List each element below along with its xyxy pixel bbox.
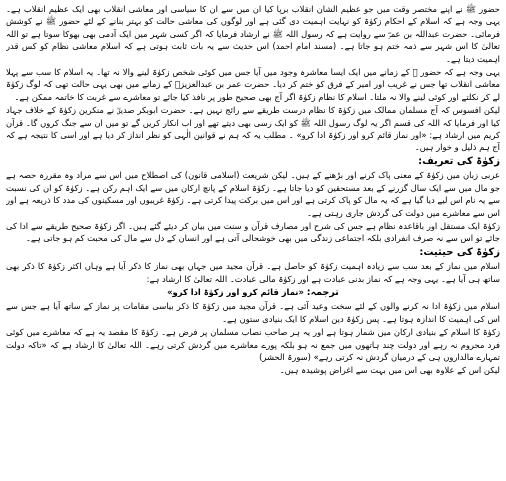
closing-paragraph-1: زکوٰۃ کا اسلام کے بنیادی ارکان میں شمار ہوتا ہے اور یہ ہر صاحب نصاب مسلمان پر فرض ہے۔ زکوٰۃ کا مقصد یہ ہے کہ معاشرے میں کوئی فرد محروم نہ رہے اور دولت چند ہاتھوں میں جمع نہ ہو بلکہ پورے معاشرے میں گردش کرتی رہے۔ اللہ تعالیٰ کا ارشاد ہے کہ «تاکہ دولت تمہارے مالداروں ہی کے درمیان گردش نہ کرتی رہے» (سورۃ الحشر): [6, 327, 500, 362]
intro-paragraph-1: حضور ﷺ نے اپنے مختصر وقت میں جو عظیم الشان انقلاب برپا کیا ان میں سے ان کا سیاسی اور معاشی انقلاب بھی ایک عظیم انقلاب ہے۔ یہی وجہ ہے کہ اسلام کے احکام زکوٰۃ کو نہایت اہمیت دی گئی ہے اور لوگوں کی معاشی حالت کو بہتر بنانے کے لئے حضور ﷺ نے کوشش فرمائی۔ حضرت عبداللہ بن عمرؓ سے روایت ہے کہ رسول اللہ ﷺ نے ارشاد فرمایا کہ اگر کسی شہر میں ایک آدمی بھی بھوکا سوتا ہے تو اللہ تعالیٰ کا اس شہر سے ذمہ ختم ہو جاتا ہے۔ (مسند امام احمد) اس حدیث سے یہ بات ثابت ہوتی ہے کہ اسلام معاشی نظام کو کس قدر اہمیت دیتا ہے۔: [6, 4, 500, 64]
translation-text: «نماز قائم کرو اور زکوٰۃ ادا کرو»: [167, 286, 304, 297]
section-heading-status: زکوٰۃ کی حیثیت:: [419, 246, 500, 258]
document-page: [6, 3, 500, 473]
status-paragraph-1: اسلام میں نماز کے بعد سب سے زیادہ اہمیت زکوٰۃ کو حاصل ہے۔ قرآن مجید میں جہاں بھی نماز کا ذکر آیا ہے وہاں اکثر زکوٰۃ کا ذکر بھی ساتھ ہی آیا ہے۔ یہی وجہ ہے کہ نماز بدنی عبادت ہے اور زکوٰۃ مالی عبادت۔ اللہ تعالیٰ کا ارشاد ہے:: [6, 261, 500, 284]
definition-paragraph-1: عربی زبان میں زکوٰۃ کے معنی پاک کرنے اور بڑھنے کے ہیں۔ لیکن شریعت (اسلامی قانون) کی اصطلاح میں اس سے مراد وہ مقررہ حصہ ہے جو مال میں سے ایک سال گزرنے کے بعد مستحقین کو دیا جاتا ہے۔ زکوٰۃ اسلام کے پانچ ارکان میں سے ایک اہم رکن ہے۔ زکوٰۃ کو ان کی نسبت سے یہ نام اس لیے دیا گیا ہے کہ یہ مال کو پاک کرتی ہے اور اس میں برکت پیدا کرتی ہے۔ زکوٰۃ غریبوں اور مسکینوں کی مدد کا ذریعہ ہے اور اس سے معاشرے میں دولت کی گردش جاری رہتی ہے۔: [6, 170, 500, 218]
intro-paragraph-3: لیکن افسوس کہ آج مسلمان ممالک میں زکوٰۃ کا نظام درست طریقے سے رائج نہیں ہے۔ حضرت ابوبکر صدیقؓ نے منکرین زکوٰۃ کے خلاف جہاد کیا اور فرمایا کہ اللہ کی قسم اگر یہ لوگ رسول اللہ ﷺ کو ایک رسی بھی دیتے تھے اور اب انکار کریں گے تو میں ان سے جنگ کروں گا۔ قرآن کریم میں ارشاد ہے: «اور نماز قائم کرو اور زکوٰۃ ادا کرو» ۔ مطلب یہ کہ ہم نے قوانین الٰہی کو نظر انداز کر دیا ہے اور اسی کا نتیجہ ہے کہ آج ہم ذلیل و خوار ہیں۔: [6, 105, 500, 153]
closing-paragraph-2: لیکن اس کے علاوہ بھی اس میں بہت سے اغراض پوشیدہ ہیں۔: [279, 365, 500, 376]
definition-paragraph-2: زکوٰۃ ایک مستقل اور باقاعدہ نظام ہے جس کی شرح اور مصارف قرآن و سنت میں بیان کر دیئے گئے ہیں۔ اگر زکوٰۃ صحیح طریقے سے ادا کی جائے تو اس سے نہ صرف انفرادی بلکہ اجتماعی زندگی میں بھی خوشحالی آتی ہے اور انسان کے دل سے مال کی محبت کم ہو جاتی ہے۔: [6, 220, 500, 244]
translation-label: ترجمہ:: [306, 286, 339, 298]
translation-quote: [6, 286, 500, 299]
intro-paragraph-2: یہی وجہ ہے کہ حضور ﷺ کے زمانے میں ایک ایسا معاشرہ وجود میں آیا جس میں کوئی شخص زکوٰۃ لینے والا نہ تھا۔ یہ اسلام کا سب سے پہلا معاشی انقلاب تھا جس نے غریب اور امیر کے فرق کو ختم کر دیا۔ حضرت عمر بن عبدالعزیزؒ کے زمانے میں بھی یہی حالت تھی کہ لوگ زکوٰۃ لے کر نکلتے اور کوئی لینے والا نہ ملتا۔ اسلام کا نظام زکوٰۃ اگر آج بھی صحیح طور پر نافذ کیا جائے تو معاشرے سے غربت کا خاتمہ ممکن ہے۔: [6, 67, 500, 102]
status-paragraph-2: اسلام میں زکوٰۃ ادا نہ کرنے والوں کے لئے سخت وعید آئی ہے۔ قرآن مجید میں زکوٰۃ کا ذکر بیاسی مقامات پر نماز کے ساتھ آیا ہے جس سے اس کی اہمیت کا اندازہ ہوتا ہے۔ پس زکوٰۃ دین اسلام کا ایک بنیادی ستون ہے۔: [6, 301, 500, 324]
section-heading-definition: زکوٰۃ کی تعریف:: [418, 155, 500, 167]
